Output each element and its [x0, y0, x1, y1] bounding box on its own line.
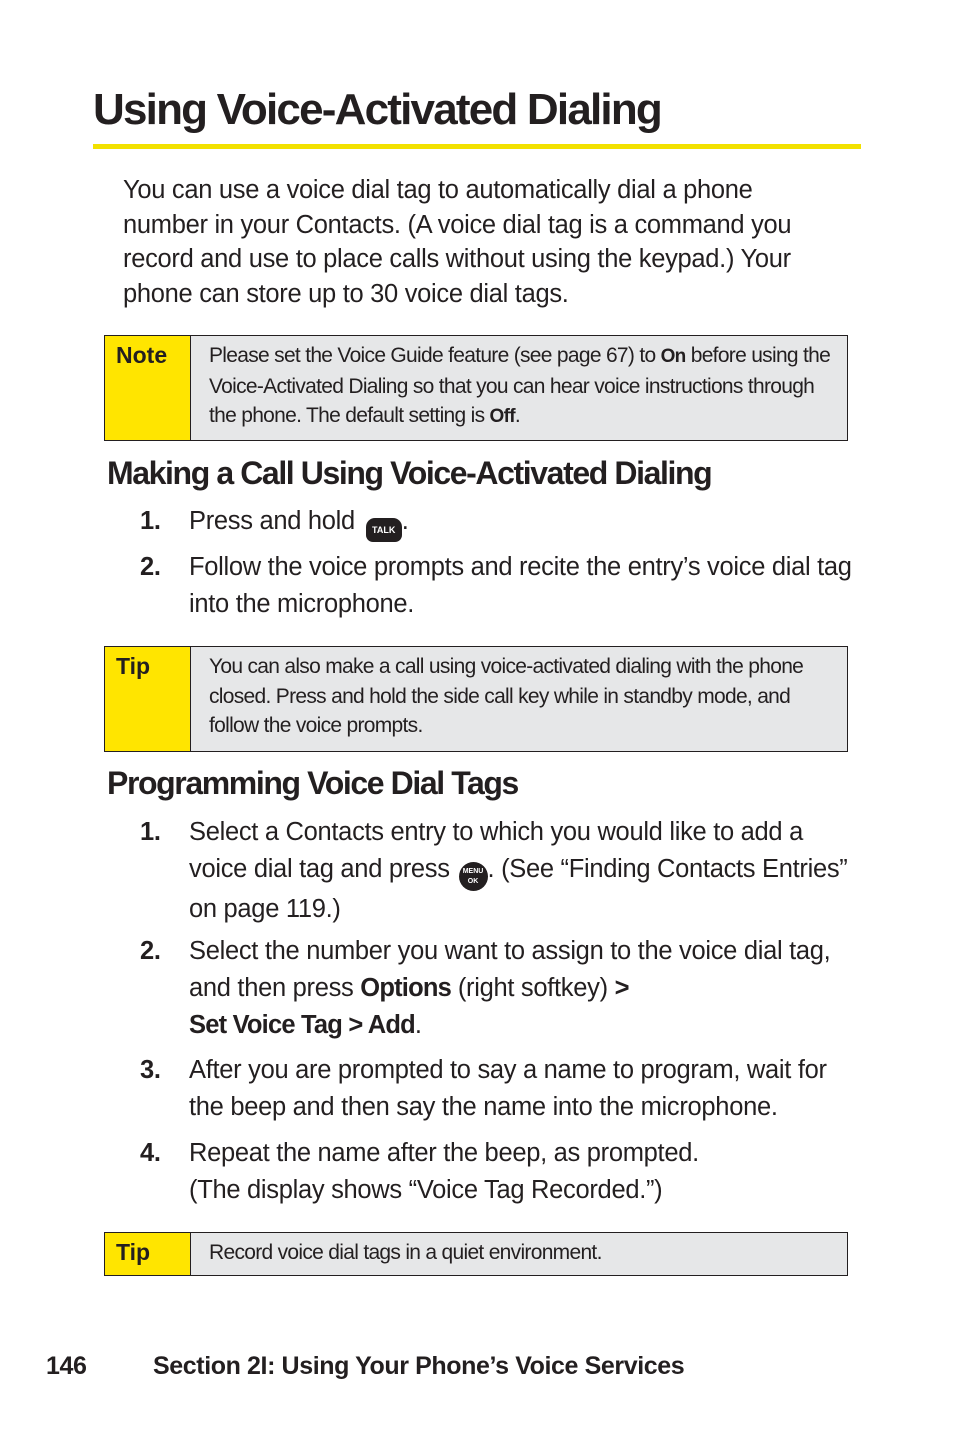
title-underline — [93, 144, 861, 149]
page-title: Using Voice-Activated Dialing — [93, 85, 661, 134]
note-text: Please set the Voice Guide feature (see page 67) to On before using the Voice-Activated Dialing so that you can hear voice instructions through the phone. The default setting is Off. — [209, 344, 831, 427]
list-item — [140, 1052, 860, 1126]
page-number: 146 — [46, 1352, 87, 1380]
tip-text: You can also make a call using voice-activated dialing with the phone closed. Press and hold the side call key while in standby mode, and follow the voice prompts. — [209, 655, 804, 737]
list-item: 1. Select a Contacts entry to which you would like to add a voice dial tag and press MENU OK . (See “Finding Contacts Entries” on page 119.) — [140, 814, 860, 928]
list-item — [140, 549, 860, 623]
intro-paragraph: You can use a voice dial tag to automatically dial a phone number in your Contacts. (A voice dial tag is a command you record and use to place calls without using the keypad.) Your phone can store up to 30 voice dial tags. — [123, 176, 792, 308]
tip-box — [104, 1232, 848, 1276]
list-item: 4. Repeat the name after the beep, as prompted. (The display shows “Voice Tag Recorded.”) — [140, 1135, 860, 1209]
section-heading-programming-tags: Programming Voice Dial Tags — [107, 765, 518, 801]
step-text: After you are prompted to say a name to program, wait for the beep and then say the name into the microphone. — [189, 1056, 827, 1121]
step-number: 1. — [140, 507, 161, 535]
section-heading-making-call: Making a Call Using Voice-Activated Dialing — [107, 455, 712, 491]
step-number: 4. — [140, 1139, 161, 1167]
step-number: 3. — [140, 1056, 161, 1084]
note-label: Note — [105, 336, 191, 440]
list-item: 2. Select the number you want to assign to the voice dial tag, and then press Options (right softkey) > Set Voice Tag > Add. — [140, 933, 860, 1044]
step-text: Follow the voice prompts and recite the entry’s voice dial tag into the microphone. — [189, 553, 852, 618]
menu-ok-key-icon: MENU OK — [459, 862, 488, 891]
tip-box — [104, 646, 848, 752]
section-title: Section 2I: Using Your Phone’s Voice Services — [153, 1352, 685, 1380]
tip-text: Record voice dial tags in a quiet environment. — [209, 1241, 602, 1264]
step-number: 2. — [140, 937, 161, 965]
note-box — [104, 335, 848, 441]
step-number: 1. — [140, 818, 161, 846]
tip-label: Tip — [105, 1233, 191, 1275]
step-number: 2. — [140, 553, 161, 581]
talk-key-icon: TALK — [366, 518, 402, 542]
tip-label: Tip — [105, 647, 191, 751]
list-item: 1. Press and hold TALK . — [140, 503, 860, 542]
